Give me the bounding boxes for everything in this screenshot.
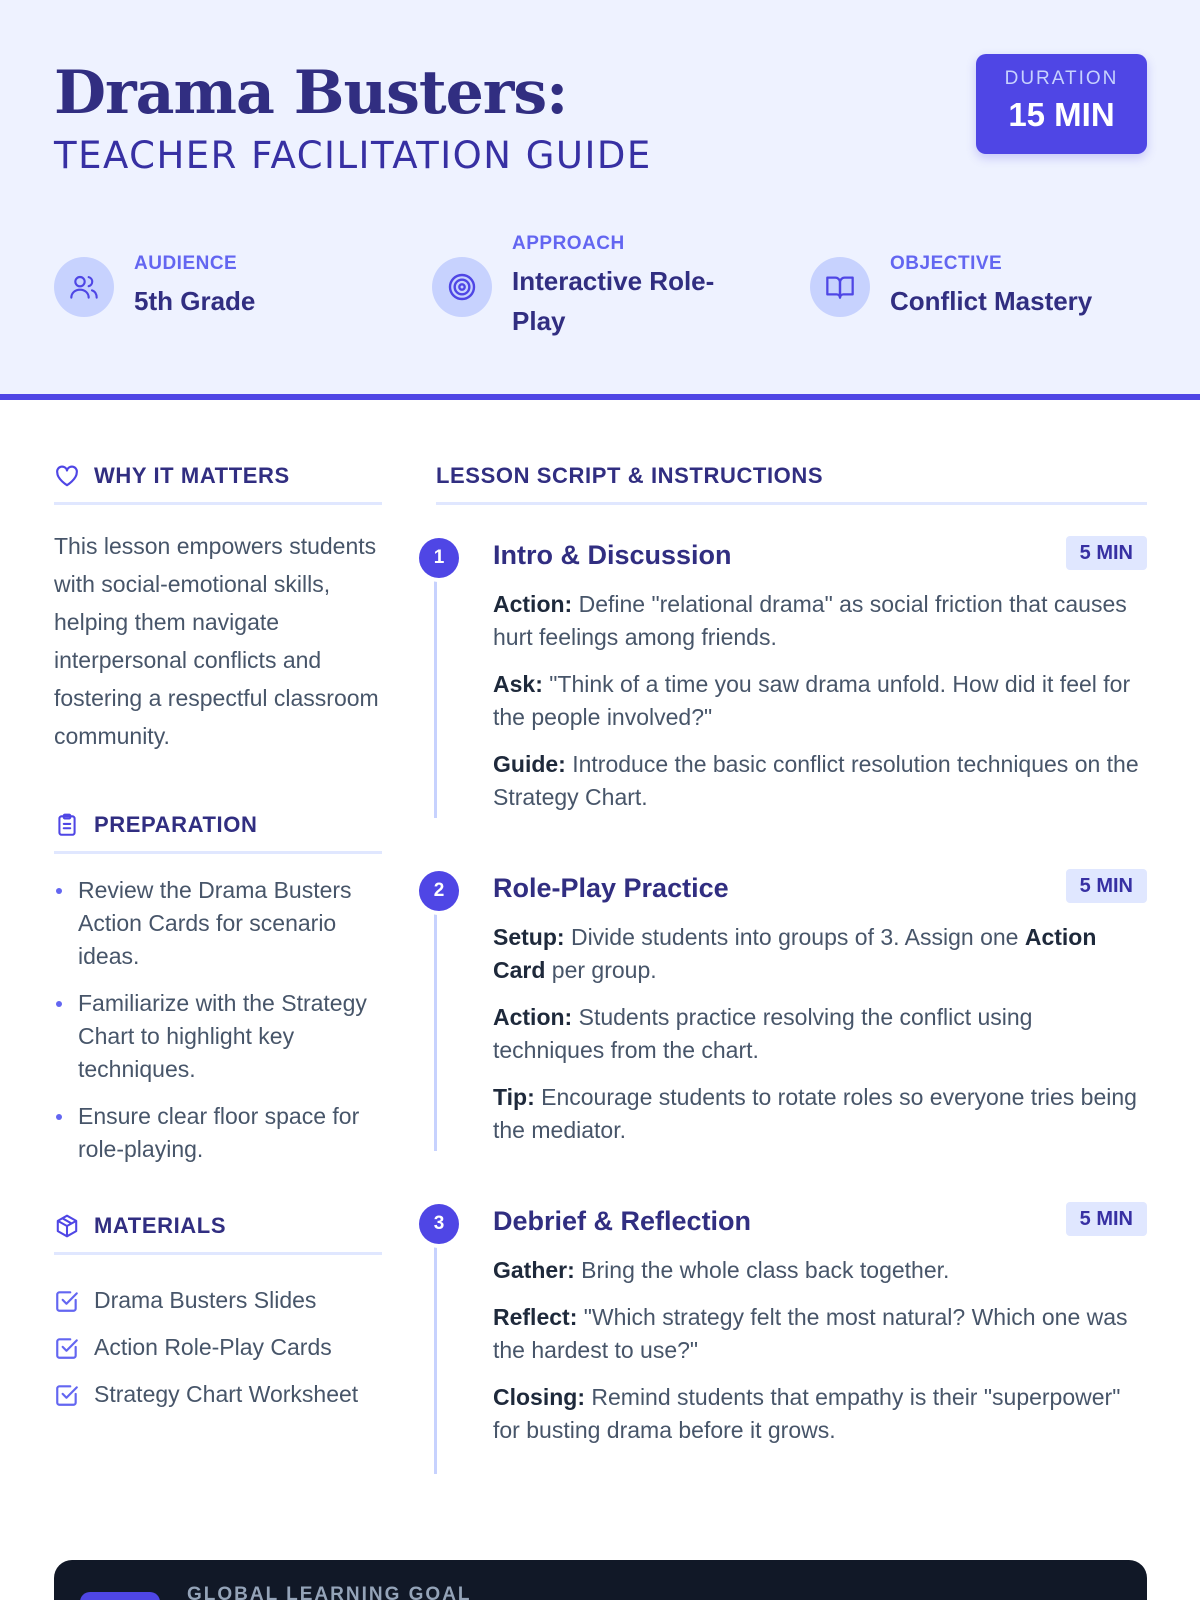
line-text: Introduce the basic conflict resolution techniques on the Strategy Chart.: [493, 751, 1139, 810]
list-item: [54, 1371, 382, 1418]
materials-header: [54, 1206, 382, 1255]
page-subtitle: TEACHER FACILITATION GUIDE: [54, 134, 652, 177]
line-text: Remind students that empathy is their "superpower" for busting drama before it grows.: [493, 1384, 1121, 1443]
audience-label: AUDIENCE: [134, 253, 238, 274]
line-text: Bring the whole class back together.: [574, 1257, 950, 1283]
approach-label: APPROACH: [512, 233, 625, 254]
list-item: Familiarize with the Strategy Chart to highlight key techniques.: [54, 987, 382, 1086]
materials-list: [54, 1277, 382, 1418]
timeline-line: [434, 558, 437, 818]
step-body: [493, 1254, 1149, 1461]
line-text: "Think of a time you saw drama unfold. How did it feel for the people involved?": [493, 671, 1131, 730]
timeline-line: [434, 891, 437, 1151]
script-title: LESSON SCRIPT & INSTRUCTIONS: [436, 463, 824, 488]
step-duration-badge: 5 MIN: [1066, 536, 1147, 570]
duration-value: 15 MIN: [1008, 96, 1115, 133]
line-label: Action:: [493, 591, 573, 617]
line-label: Gather:: [493, 1257, 575, 1283]
lesson-script: [433, 456, 1147, 1443]
box-icon: [54, 1213, 80, 1239]
line-label: Reflect:: [493, 1304, 578, 1330]
objective-value: Conflict Mastery: [890, 286, 1093, 316]
step-line: [493, 1081, 1149, 1147]
why-section: [54, 456, 382, 755]
meta-audience: [54, 232, 255, 342]
material-label: Action Role-Play Cards: [94, 1334, 332, 1360]
step-title: Intro & Discussion: [493, 540, 732, 570]
why-header: [54, 456, 382, 505]
line-text: Divide students into groups of 3. Assign one: [564, 924, 1025, 950]
checkbox-checked-icon: [54, 1288, 80, 1314]
material-label: Strategy Chart Worksheet: [94, 1381, 359, 1407]
step-line: [493, 1001, 1149, 1067]
line-text: Define "relational drama" as social friction that causes hurt feelings among friends.: [493, 591, 1127, 650]
meta-approach: [432, 232, 742, 342]
duration-badge: [976, 54, 1147, 154]
timeline-line: [434, 1224, 437, 1474]
checkbox-checked-icon: [54, 1382, 80, 1408]
preparation-list: [54, 874, 382, 1166]
step-line: [493, 1301, 1149, 1367]
meta-objective: [810, 232, 1092, 342]
sidebar: [54, 456, 382, 1418]
line-label: Action:: [493, 1004, 573, 1030]
step-line: [493, 921, 1149, 987]
book-icon: [810, 257, 870, 317]
step-line: [493, 748, 1149, 814]
step-title: Role-Play Practice: [493, 873, 729, 903]
step-number: 3: [419, 1204, 459, 1244]
list-item: Review the Drama Busters Action Cards for scenario ideas.: [54, 874, 382, 973]
step-line: [493, 668, 1149, 734]
materials-title: MATERIALS: [94, 1213, 227, 1238]
list-item: Ensure clear floor space for role-playing.: [54, 1100, 382, 1166]
preparation-header: [54, 805, 382, 854]
users-icon: [54, 257, 114, 317]
step-body: [493, 921, 1149, 1161]
why-body: This lesson empowers students with social-emotional skills, helping them navigate interpersonal conflicts and fostering a respectful classroom community.: [54, 533, 379, 749]
global-goal-panel: [54, 1560, 1147, 1600]
step-line: [493, 588, 1149, 654]
step-number: 1: [419, 538, 459, 578]
step-line: [493, 1254, 1149, 1287]
page-title: Drama Busters:: [54, 58, 568, 128]
heart-icon: [54, 463, 80, 489]
line-bold-text: Action Card: [493, 924, 1097, 983]
line-label: Setup:: [493, 924, 565, 950]
header: [0, 0, 1200, 400]
line-label: Guide:: [493, 751, 566, 777]
step-number: 2: [419, 871, 459, 911]
objective-label: OBJECTIVE: [890, 253, 1003, 274]
materials-section: [54, 1206, 382, 1418]
line-label: Tip:: [493, 1084, 535, 1110]
list-item: [54, 1324, 382, 1371]
line-label: Closing:: [493, 1384, 585, 1410]
preparation-title: PREPARATION: [94, 812, 258, 837]
material-label: Drama Busters Slides: [94, 1287, 317, 1313]
global-goal-label: GLOBAL LEARNING GOAL: [187, 1584, 472, 1600]
clipboard-icon: [54, 812, 80, 838]
list-item: [54, 1277, 382, 1324]
line-text-after: per group.: [545, 957, 657, 983]
preparation-section: [54, 805, 382, 1166]
goal-chip: [80, 1592, 160, 1600]
line-text: Students practice resolving the conflict using techniques from the chart.: [493, 1004, 1033, 1063]
script-header: [436, 456, 1147, 505]
step-duration-badge: 5 MIN: [1066, 1202, 1147, 1236]
duration-label: DURATION: [1004, 68, 1119, 89]
step-duration-badge: 5 MIN: [1066, 869, 1147, 903]
line-text: Encourage students to rotate roles so everyone tries being the mediator.: [493, 1084, 1137, 1143]
line-text: "Which strategy felt the most natural? Which one was the hardest to use?": [493, 1304, 1128, 1363]
target-icon: [432, 257, 492, 317]
why-title: WHY IT MATTERS: [94, 463, 290, 488]
step-body: [493, 588, 1149, 828]
checkbox-checked-icon: [54, 1335, 80, 1361]
approach-value: Interactive Role-Play: [512, 266, 715, 336]
line-label: Ask:: [493, 671, 543, 697]
audience-value: 5th Grade: [134, 286, 256, 316]
step-title: Debrief & Reflection: [493, 1206, 752, 1236]
step-line: [493, 1381, 1149, 1447]
